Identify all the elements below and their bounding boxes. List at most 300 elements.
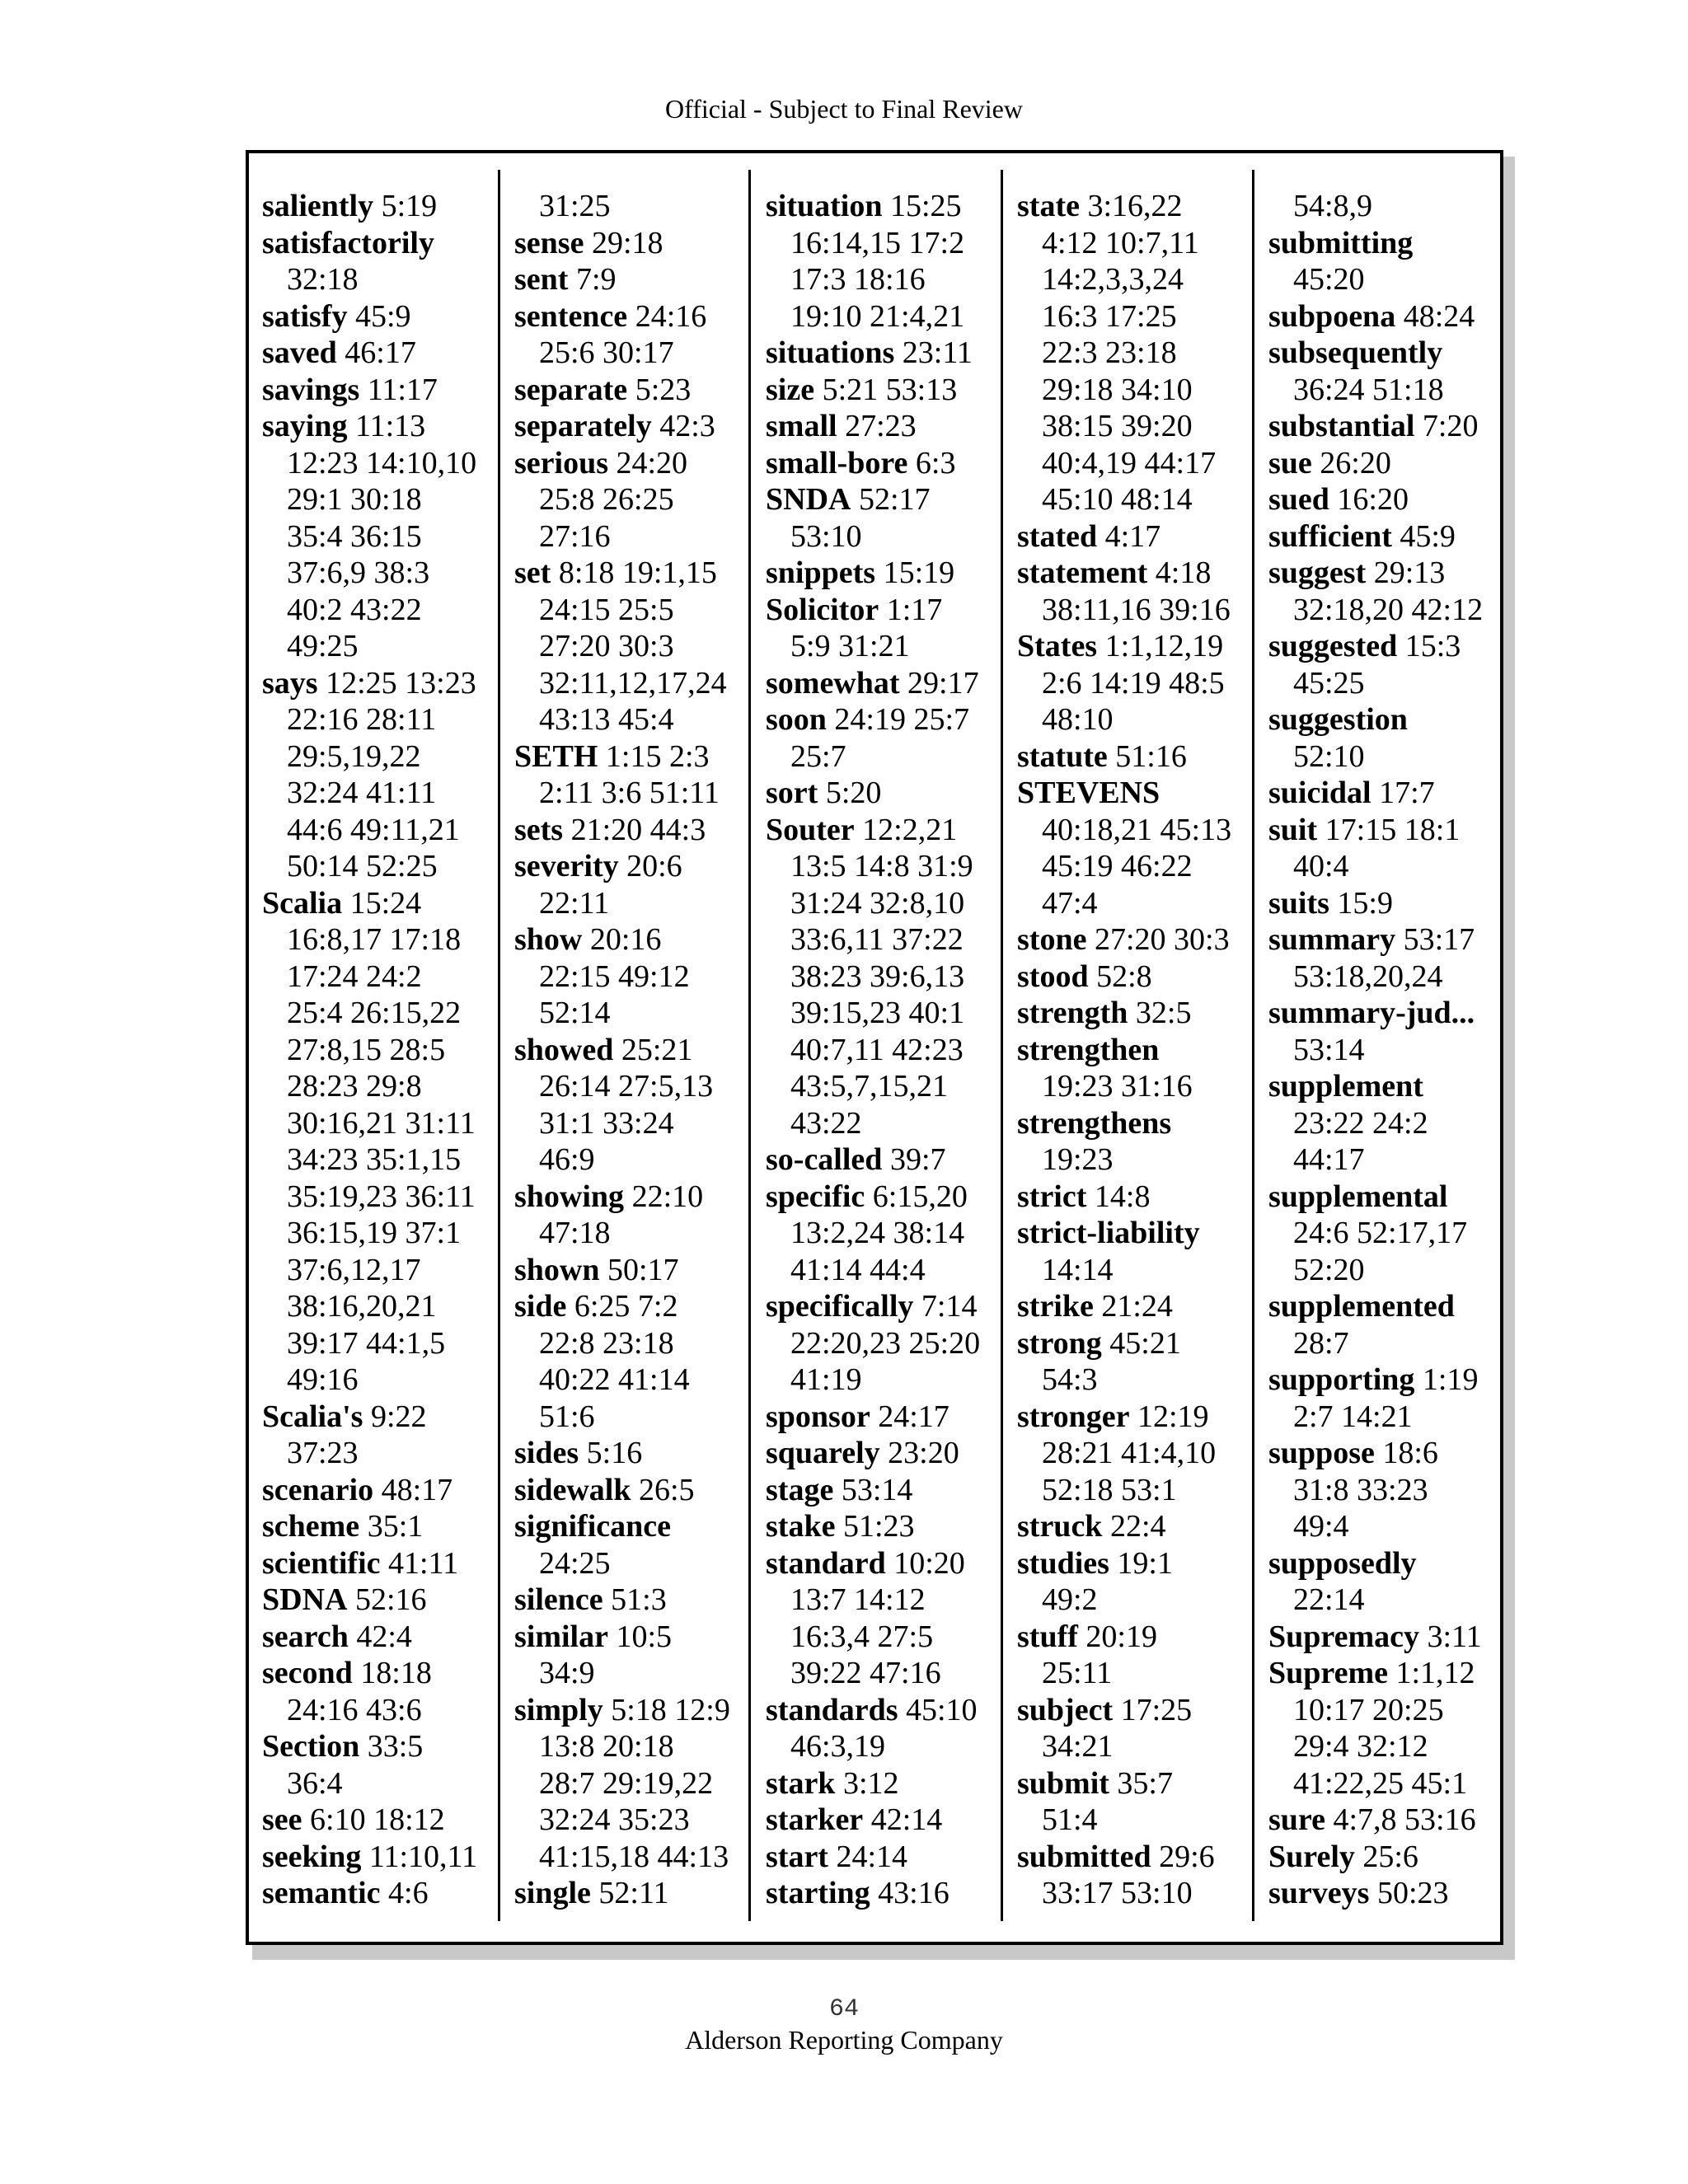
index-page-refs: 49:25 [287, 629, 359, 663]
index-entry-line [1268, 261, 1516, 298]
index-entry [1268, 518, 1516, 555]
index-entry-line [262, 1215, 509, 1252]
index-page-refs: 51:6 [539, 1399, 595, 1434]
index-page-refs: 1:15 2:3 [605, 738, 710, 774]
index-entry [766, 1692, 1013, 1765]
index-page-refs: 12:23 14:10,10 [287, 445, 477, 480]
index-term: silence [514, 1582, 603, 1617]
index-page-refs: 25:4 26:15,22 [287, 996, 462, 1030]
index-page-refs: 24:17 [878, 1399, 950, 1434]
index-entry-line [1017, 738, 1264, 776]
index-page-refs: 5:18 12:9 [611, 1692, 730, 1727]
index-entry-line [1017, 1288, 1264, 1325]
index-page-refs: 21:24 [1101, 1289, 1173, 1324]
index-term: sued [1268, 482, 1329, 517]
index-entry [1268, 1068, 1516, 1179]
index-page-refs: 24:6 52:17,17 [1293, 1216, 1468, 1250]
index-page-refs: 15:19 [883, 555, 955, 590]
index-page-refs: 6:15,20 [872, 1179, 968, 1214]
index-entry-line [262, 812, 509, 849]
index-entry-line [1268, 665, 1516, 702]
index-entry [514, 1472, 762, 1509]
index-entry [1017, 1032, 1264, 1105]
index-entry [514, 445, 762, 555]
index-entry-line [262, 1325, 509, 1362]
index-column-5 [1268, 188, 1516, 1912]
index-entry-line [1017, 481, 1264, 518]
index-entry [262, 225, 509, 298]
index-entry-line [1268, 995, 1516, 1032]
index-page-refs: 1:1,12,19 [1104, 629, 1224, 663]
index-page-refs: 43:5,7,15,21 [790, 1069, 949, 1104]
index-entry-line [262, 1399, 509, 1436]
index-entry-line [766, 1141, 1013, 1179]
index-page-refs: 29:5,19,22 [287, 738, 421, 774]
index-entry [1268, 1655, 1516, 1802]
index-entry-line [262, 1802, 509, 1839]
index-entry [1017, 1545, 1264, 1619]
index-page-refs: 45:9 [354, 298, 411, 334]
index-entry [514, 738, 762, 812]
index-entry-line [1268, 921, 1516, 958]
index-term: sets [514, 812, 564, 847]
index-term: Supreme [1268, 1656, 1388, 1690]
index-page-refs: 27:20 30:3 [539, 629, 674, 663]
index-entry-line [1017, 1802, 1264, 1839]
index-entry-line [1268, 1545, 1516, 1582]
index-term: showed [514, 1032, 614, 1067]
index-entry-line [1017, 885, 1264, 922]
index-page-refs: 16:3 17:25 [1042, 298, 1177, 334]
index-page-refs: 15:25 [889, 189, 962, 223]
index-entry [1268, 225, 1516, 298]
index-term: set [514, 555, 551, 590]
index-entry-line [766, 1472, 1013, 1509]
index-term: so-called [766, 1142, 883, 1177]
index-page-refs: 52:20 [1293, 1252, 1365, 1287]
index-entry [766, 1508, 1013, 1545]
index-entry-line [514, 298, 762, 335]
index-entry-line [262, 518, 509, 555]
index-entry [766, 1765, 1013, 1802]
index-entry-line [514, 261, 762, 298]
index-page-refs: 29:13 [1373, 555, 1446, 590]
index-page-refs: 22:20,23 25:20 [790, 1325, 981, 1361]
index-page-refs: 12:25 13:23 [326, 665, 476, 701]
index-term: stuff [1017, 1619, 1078, 1654]
index-entry-line [514, 1839, 762, 1876]
index-entry-line [766, 298, 1013, 335]
index-entry [766, 775, 1013, 812]
index-entry [1268, 775, 1516, 812]
index-entry-line [262, 958, 509, 996]
index-page-refs: 19:10 21:4,21 [790, 298, 965, 334]
index-page-refs: 32:24 35:23 [539, 1802, 690, 1837]
index-entry-line [1017, 372, 1264, 409]
index-entry-line [766, 812, 1013, 849]
index-entry-line [766, 921, 1013, 958]
index-entry-line [766, 665, 1013, 702]
index-page-refs: 44:6 49:11,21 [287, 812, 460, 847]
index-entry [1268, 1288, 1516, 1361]
index-term: state [1017, 189, 1080, 223]
index-entry [262, 1508, 509, 1545]
index-entry-line [514, 1105, 762, 1142]
index-entry-line [1268, 1032, 1516, 1069]
index-entry [1268, 628, 1516, 701]
index-column-1 [262, 188, 509, 1912]
index-entry [766, 1875, 1013, 1912]
index-entry-line [1268, 481, 1516, 518]
index-entry-line [514, 335, 762, 372]
index-entry-line [262, 1472, 509, 1509]
index-page-refs: 24:16 43:6 [287, 1692, 422, 1727]
index-entry [514, 372, 762, 409]
index-entry-line [1017, 1399, 1264, 1436]
index-entry-line [1017, 1839, 1264, 1876]
index-page-refs: 19:23 [1042, 1142, 1114, 1177]
index-entry [514, 1508, 762, 1582]
index-page-refs: 52:18 53:1 [1042, 1472, 1177, 1507]
index-entry-line [766, 1875, 1013, 1912]
index-term: substantial [1268, 409, 1415, 443]
index-entry [1017, 555, 1264, 628]
index-entry-line [766, 445, 1013, 482]
index-page-refs: 2:11 3:6 51:11 [539, 776, 720, 810]
index-entry-line [1268, 628, 1516, 665]
index-entry-line [1268, 335, 1516, 372]
index-entry-line [1268, 1728, 1516, 1765]
index-page-refs: 52:17 [858, 482, 931, 517]
index-page-refs: 5:20 [825, 776, 882, 810]
index-entry [514, 1435, 762, 1472]
index-entry [1017, 1105, 1264, 1179]
index-entry [1268, 555, 1516, 628]
index-entry [514, 1252, 762, 1289]
index-page-refs: 43:13 45:4 [539, 702, 674, 737]
index-entry [1017, 188, 1264, 518]
index-entry [1017, 1508, 1264, 1545]
index-term: sufficient [1268, 518, 1392, 554]
index-entry-line [1017, 188, 1264, 225]
index-page-refs: 35:4 36:15 [287, 518, 422, 554]
index-entry-line [514, 1032, 762, 1069]
index-page-refs: 28:23 29:8 [287, 1069, 422, 1104]
index-page-refs: 19:23 31:16 [1042, 1069, 1193, 1104]
index-page-refs: 33:5 [367, 1729, 424, 1764]
index-term: suppose [1268, 1436, 1375, 1470]
index-entry-line [1268, 1582, 1516, 1619]
index-entry-line [1017, 1435, 1264, 1472]
index-entry-line [766, 1105, 1013, 1142]
index-entry-line [1017, 1472, 1264, 1509]
index-page-refs: 32:11,12,17,24 [539, 665, 727, 701]
index-entry [766, 555, 1013, 592]
index-page-refs: 6:25 7:2 [574, 1289, 678, 1324]
index-entry [1017, 1325, 1264, 1399]
index-page-refs: 35:7 [1117, 1765, 1173, 1801]
index-page-refs: 24:16 [635, 298, 707, 334]
index-entry [262, 1655, 509, 1728]
index-term: subpoena [1268, 298, 1396, 334]
index-entry-line [1268, 1472, 1516, 1509]
index-term: separate [514, 372, 628, 407]
index-page-refs: 22:10 [631, 1179, 704, 1214]
index-term: States [1017, 629, 1098, 663]
index-entry-line [262, 885, 509, 922]
index-term: Supremacy [1268, 1619, 1419, 1654]
index-column-3 [766, 188, 1013, 1912]
index-term: subsequently [1268, 335, 1443, 370]
index-page-refs: 40:4 [1293, 849, 1349, 883]
index-page-refs: 54:3 [1042, 1362, 1098, 1397]
index-entry-line [766, 1435, 1013, 1472]
index-entry [1268, 1875, 1516, 1912]
index-term: serious [514, 445, 608, 480]
index-entry-line [262, 1435, 509, 1472]
index-entry-line [1017, 1508, 1264, 1545]
index-page-refs: 2:6 14:19 48:5 [1042, 665, 1225, 701]
index-entry-line [1268, 1692, 1516, 1729]
index-entry [766, 445, 1013, 482]
index-entry-line [766, 1179, 1013, 1216]
index-entry [262, 188, 509, 225]
index-term: studies [1017, 1545, 1109, 1581]
index-term: sue [1268, 445, 1312, 480]
index-entry-line [1017, 958, 1264, 996]
index-entry-line [514, 518, 762, 555]
index-page-refs: 48:24 [1403, 298, 1475, 334]
index-entry-line [1017, 1179, 1264, 1216]
index-entry [514, 1875, 762, 1912]
index-entry-line [766, 1802, 1013, 1839]
index-page-refs: 24:20 [616, 445, 688, 480]
index-page-refs: 3:11 [1427, 1619, 1482, 1654]
index-entry-line [766, 1582, 1013, 1619]
index-entry-line [1017, 1655, 1264, 1692]
index-entry-line [514, 958, 762, 996]
index-entry [766, 1141, 1013, 1179]
index-term: summary-jud... [1268, 996, 1475, 1030]
index-entry [514, 555, 762, 738]
index-entry [766, 372, 1013, 409]
index-entry-line [514, 1875, 762, 1912]
index-term: significance [514, 1509, 671, 1544]
index-page-refs: 40:18,21 45:13 [1042, 812, 1232, 847]
index-term: sent [514, 262, 569, 297]
index-term: strict [1017, 1179, 1087, 1214]
index-entry-line [514, 1215, 762, 1252]
index-entry [262, 1875, 509, 1912]
index-term: savings [262, 372, 360, 407]
index-entry-line [766, 335, 1013, 372]
index-entry-line [262, 225, 509, 262]
index-entry-line [514, 812, 762, 849]
index-entry [1268, 1839, 1516, 1876]
index-term: strengthen [1017, 1032, 1160, 1067]
index-entry-line [262, 848, 509, 885]
index-entry [1017, 1619, 1264, 1692]
index-term: specifically [766, 1289, 914, 1324]
index-entry [1017, 1765, 1264, 1839]
index-page-refs: 1:19 [1422, 1362, 1479, 1397]
index-entry-line [766, 1215, 1013, 1252]
index-page-refs: 11:13 [354, 409, 426, 443]
index-entry-line [262, 775, 509, 812]
index-entry [1017, 775, 1264, 921]
index-entry [262, 885, 509, 1399]
index-page-refs: 32:24 41:11 [287, 776, 437, 810]
index-entry-line [514, 995, 762, 1032]
index-term: Surely [1268, 1839, 1355, 1874]
index-entry [262, 408, 509, 665]
index-entry [514, 1179, 762, 1252]
index-entry-line [262, 298, 509, 335]
index-entry-line [1268, 408, 1516, 445]
index-entry-line [1268, 1215, 1516, 1252]
word-index-box [246, 150, 1503, 1945]
index-entry [514, 1288, 762, 1435]
index-term: see [262, 1802, 302, 1837]
index-page-refs: 44:17 [1293, 1142, 1365, 1177]
index-term: Scalia's [262, 1399, 363, 1434]
index-entry-line [514, 1435, 762, 1472]
index-entry-line [1017, 445, 1264, 482]
index-entry-line [1017, 408, 1264, 445]
index-entry-line [514, 1141, 762, 1179]
index-page-refs: 3:12 [842, 1765, 899, 1801]
index-page-refs: 28:21 41:4,10 [1042, 1436, 1217, 1470]
index-page-refs: 51:4 [1042, 1802, 1098, 1837]
index-entry [1268, 408, 1516, 445]
index-entry-line [766, 738, 1013, 776]
index-entry-line [262, 1361, 509, 1399]
index-term: statute [1017, 738, 1108, 774]
index-page-refs: 50:23 [1376, 1876, 1449, 1910]
index-entry [766, 408, 1013, 445]
index-entry-line [1268, 885, 1516, 922]
index-page-refs: 29:18 [591, 225, 663, 260]
index-entry [262, 335, 509, 372]
index-page-refs: 16:20 [1337, 482, 1409, 517]
index-entry [1017, 921, 1264, 958]
index-page-refs: 26:14 27:5,13 [539, 1069, 714, 1104]
index-page-refs: 5:19 [381, 189, 438, 223]
index-page-refs: 27:8,15 28:5 [287, 1032, 446, 1067]
index-entry-line [766, 1288, 1013, 1325]
index-entry-line [514, 1802, 762, 1839]
index-term: semantic [262, 1876, 381, 1910]
index-page-refs: 12:19 [1137, 1399, 1209, 1434]
index-entry-line [766, 1032, 1013, 1069]
index-entry [766, 665, 1013, 702]
index-entry-line [514, 1545, 762, 1582]
index-term: stated [1017, 518, 1098, 554]
index-entry-line [262, 738, 509, 776]
index-term: stone [1017, 922, 1087, 957]
index-entry-line [1017, 1105, 1264, 1142]
index-term: submitting [1268, 225, 1414, 260]
index-page-refs: 21:20 44:3 [570, 812, 706, 847]
index-entry-line [262, 1545, 509, 1582]
index-entry-line [766, 372, 1013, 409]
index-entry [766, 188, 1013, 335]
index-entry-line [1017, 225, 1264, 262]
index-page-refs: 25:6 [1362, 1839, 1418, 1874]
index-page-refs: 27:20 30:3 [1094, 922, 1230, 957]
index-entry [1268, 1179, 1516, 1289]
index-entry [766, 812, 1013, 1142]
index-page-refs: 29:18 34:10 [1042, 372, 1193, 407]
index-entry [514, 848, 762, 921]
index-entry [1268, 1361, 1516, 1435]
index-page-refs: 43:16 [878, 1876, 950, 1910]
index-page-refs: 22:8 23:18 [539, 1325, 674, 1361]
index-entry-line [1268, 848, 1516, 885]
index-term: saliently [262, 189, 374, 223]
index-entry-line [1268, 555, 1516, 592]
index-page-refs: 17:3 18:16 [790, 262, 926, 297]
index-entry [1268, 335, 1516, 408]
index-entry-line [766, 995, 1013, 1032]
index-page-refs: 46:9 [539, 1142, 595, 1177]
index-entry-line [1017, 1765, 1264, 1802]
index-page-refs: 38:16,20,21 [287, 1289, 437, 1324]
index-entry-line [1017, 1692, 1264, 1729]
index-page-refs: 10:5 [616, 1619, 673, 1654]
index-page-refs: 40:4,19 44:17 [1042, 445, 1217, 480]
index-page-refs: 22:16 28:11 [287, 702, 437, 737]
index-entry [514, 812, 762, 849]
index-term: satisfy [262, 298, 348, 334]
index-entry-line [514, 665, 762, 702]
index-entry [766, 481, 1013, 555]
index-term: somewhat [766, 665, 900, 701]
index-page-refs: 50:17 [607, 1252, 679, 1287]
index-term: small [766, 409, 837, 443]
index-entry-line [766, 1655, 1013, 1692]
index-entry-line [514, 885, 762, 922]
index-term: satisfactorily [262, 225, 434, 260]
index-page-refs: 18:18 [360, 1656, 432, 1690]
index-entry-line [262, 1875, 509, 1912]
index-entry-line [262, 481, 509, 518]
index-page-refs: 49:4 [1293, 1509, 1349, 1544]
index-page-refs: 25:21 [621, 1032, 693, 1067]
index-page-refs: 11:10,11 [368, 1839, 478, 1874]
index-term: start [766, 1839, 828, 1874]
index-page-refs: 28:7 [1293, 1325, 1349, 1361]
index-page-refs: 3:16,22 [1087, 189, 1183, 223]
index-page-refs: 5:23 [635, 372, 692, 407]
index-page-refs: 24:14 [836, 1839, 908, 1874]
index-entry-line [1017, 1361, 1264, 1399]
index-entry-line [766, 1361, 1013, 1399]
index-entry-line [766, 408, 1013, 445]
index-entry [262, 372, 509, 409]
index-entry-line [262, 1655, 509, 1692]
index-term: stake [766, 1509, 836, 1544]
index-term: similar [514, 1619, 608, 1654]
index-page-refs: 20:16 [589, 922, 662, 957]
index-entry-line [262, 1619, 509, 1656]
index-page-refs: 8:18 19:1,15 [558, 555, 717, 590]
index-entry [1017, 1399, 1264, 1509]
index-page-refs: 29:17 [907, 665, 979, 701]
index-page-refs: 7:14 [921, 1289, 978, 1324]
index-entry-line [1268, 812, 1516, 849]
index-entry-line [514, 775, 762, 812]
